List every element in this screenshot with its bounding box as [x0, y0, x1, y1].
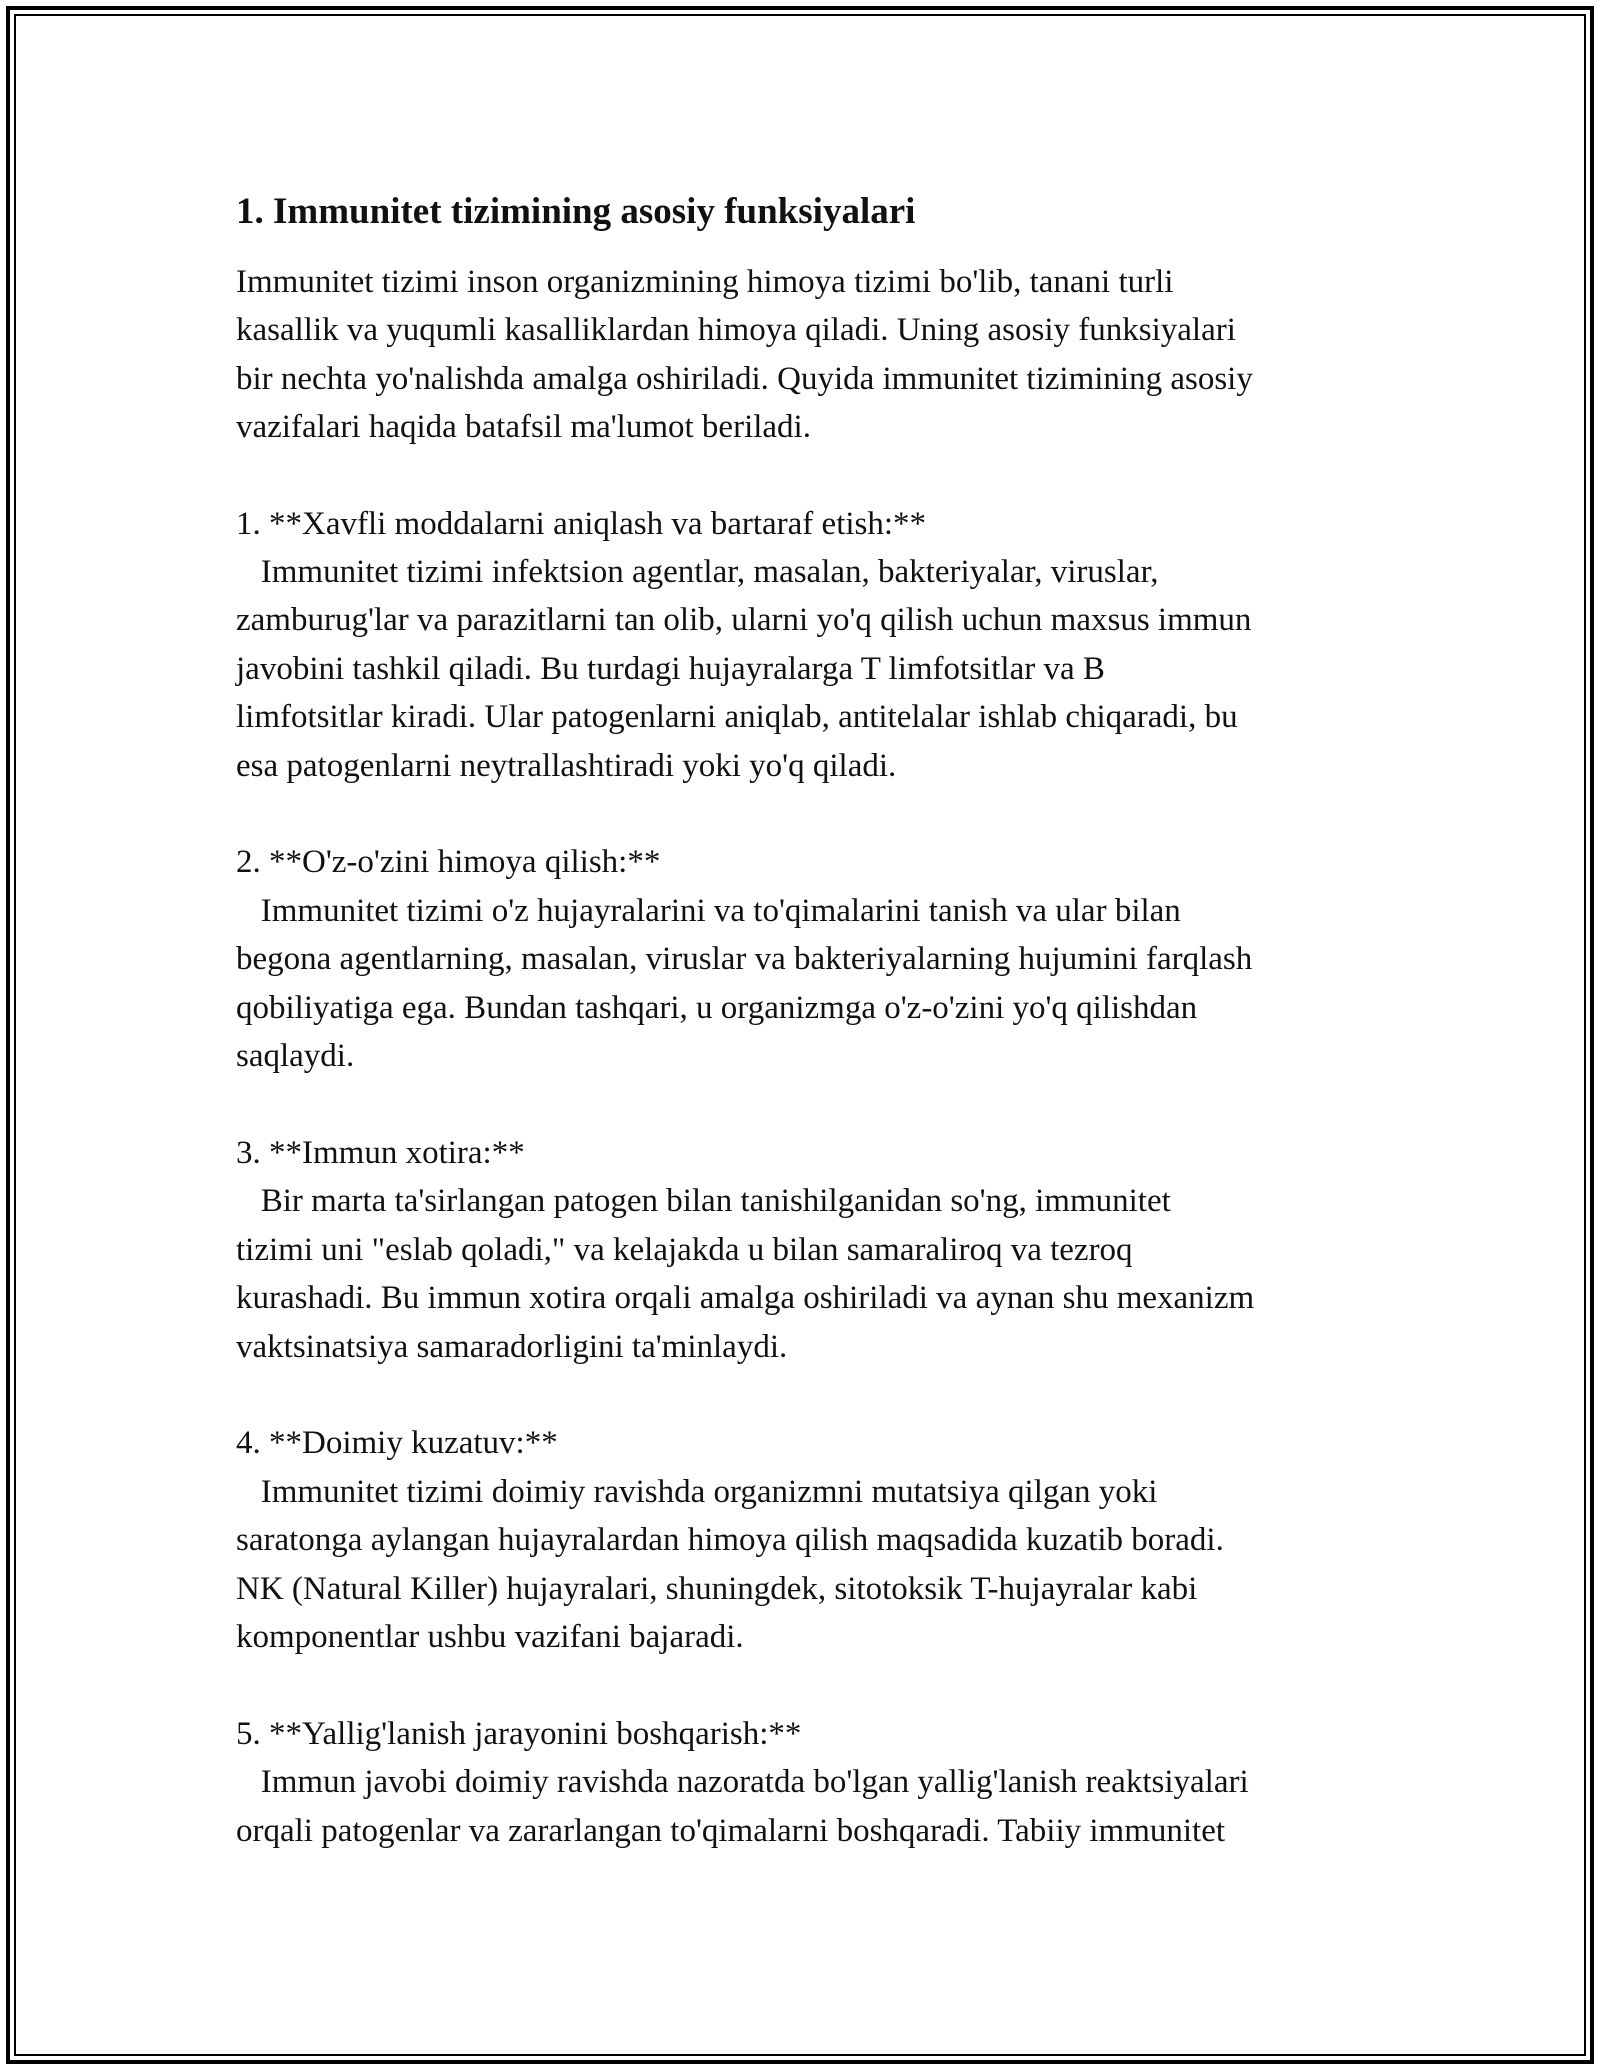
section-title: 3. **Immun xotira:**	[236, 1134, 525, 1171]
section-item	[236, 1710, 1376, 1855]
sections-list	[236, 500, 1376, 1855]
section-title: 1. **Xavfli moddalarni aniqlash va bartaraf etish:**	[236, 505, 927, 542]
section-item	[236, 1129, 1376, 1371]
section-body: Bir marta ta'sirlangan patogen bilan tanishilganidan so'ng, immunitet tizimi uni "eslab qoladi," va kelajakda u bilan samaraliroq va tezroq kurashadi. Bu immun xotira orqali amalga oshiriladi va aynan shu mexanizm vaktsinatsiya samaradorligini ta'minlaydi.	[236, 1183, 1255, 1365]
section-body: Immunitet tizimi infektsion agentlar, masalan, bakteriyalar, viruslar, zamburug'lar va parazitlarni tan olib, ularni yo'q qilish uchun maxsus immun javobini tashkil qiladi. Bu turdagi hujayralarga T limfotsitlar va B limfotsitlar kiradi. Ular patogenlarni aniqlab, antitelalar ishlab chiqaradi, bu esa patogenlarni neytrallashtiradi yoki yo'q qiladi.	[236, 554, 1252, 784]
section-item	[236, 838, 1376, 1080]
section-title: 4. **Doimiy kuzatuv:**	[236, 1425, 558, 1462]
section-body: Immunitet tizimi doimiy ravishda organizmni mutatsiya qilgan yoki saratonga aylangan hujayralardan himoya qilish maqsadida kuzatib boradi. NK (Natural Killer) hujayralari, shuningdek, sitotoksik T-hujayralar kabi komponentlar ushbu vazifani bajaradi.	[236, 1473, 1224, 1655]
section-body: Immunitet tizimi o'z hujayralarini va to'qimalarini tanish va ular bilan begona agentlarning, masalan, viruslar va bakteriyalarning hujumini farqlash qobiliyatiga ega. Bundan tashqari, u organizmga o'z-o'zini yo'q qilishdan saqlaydi.	[236, 892, 1253, 1075]
section-item	[236, 1419, 1376, 1661]
section-title: 2. **O'z-o'zini himoya qilish:**	[236, 844, 661, 881]
document-body	[236, 186, 1376, 1903]
section-title: 5. **Yallig'lanish jarayonini boshqarish:**	[236, 1715, 802, 1752]
intro-paragraph: Immunitet tizimi inson organizmining himoya tizimi bo'lib, tanani turli kasallik va yuqumli kasalliklardan himoya qiladi. Uning asosiy funksiyalari bir nechta yo'nalishda amalga oshiriladi. Quyida immunitet tizimining asosiy vazifalari haqida batafsil ma'lumot beriladi.	[236, 264, 1253, 446]
section-item	[236, 500, 1376, 790]
page-title: 1. Immunitet tizimining asosiy funksiyalari	[236, 191, 916, 232]
section-body: Immun javobi doimiy ravishda nazoratda bo'lgan yallig'lanish reaktsiyalari orqali patogenlar va zararlangan to'qimalarni boshqaradi. Tabiiy immunitet	[236, 1764, 1249, 1849]
